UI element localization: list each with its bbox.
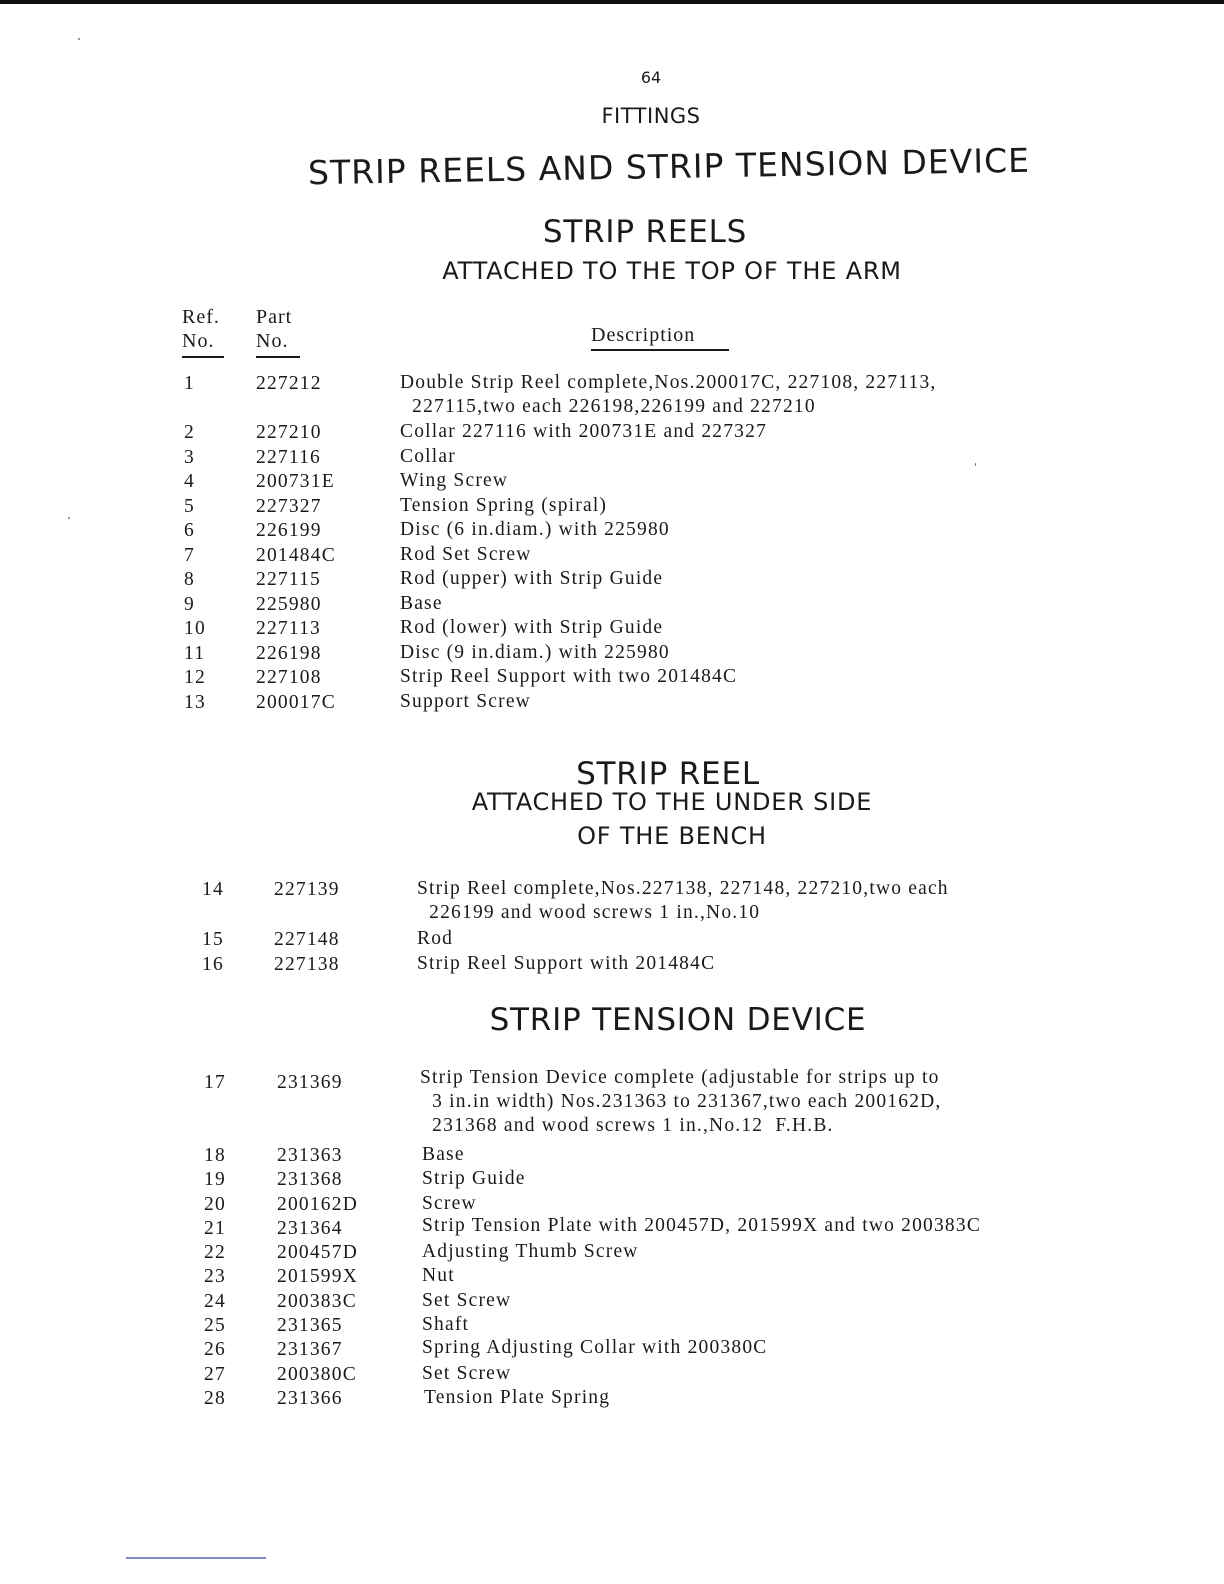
part-header-bottom: No. <box>256 330 289 352</box>
ref-number: 13 <box>184 691 206 713</box>
scan-speck <box>975 463 976 466</box>
part-number: 200017C <box>256 691 336 713</box>
part-description: Base <box>400 592 443 614</box>
part-description: Base <box>422 1144 465 1165</box>
part-description: Strip Tension Device complete (adjustable for strips up to 3 in.in width) Nos.231363 to 231367,two each 200162D, 231368 and wood screws 1 in.,No.12 F.H.B. <box>420 1067 942 1136</box>
ref-number: 23 <box>204 1266 226 1288</box>
part-number: 227116 <box>256 446 321 468</box>
description-header-underline <box>591 349 729 351</box>
ref-number: 10 <box>184 618 206 639</box>
part-header-underline <box>256 356 300 358</box>
part-number: 227108 <box>256 667 322 688</box>
part-description: Adjusting Thumb Screw <box>422 1241 639 1263</box>
part-header-top: Part <box>256 306 293 328</box>
ref-number: 19 <box>204 1169 226 1191</box>
ref-number: 4 <box>184 471 195 492</box>
part-description: Strip Reel complete,Nos.227138, 227148, 227210,two each 226199 and wood screws 1 in.,No.10 <box>417 878 949 923</box>
part-description: Tension Plate Spring <box>424 1386 611 1408</box>
part-description: Rod (upper) with Strip Guide <box>400 568 664 589</box>
strip-reel-subheading-2: OF THE BENCH <box>577 822 767 850</box>
part-description: Collar 227116 with 200731E and 227327 <box>400 421 768 442</box>
part-number: 226199 <box>256 520 322 541</box>
part-description: Rod <box>417 928 454 949</box>
ref-header-top: Ref. <box>182 306 220 328</box>
part-number: 227115 <box>256 569 321 590</box>
strip-reel-heading: STRIP REEL <box>576 756 760 792</box>
part-number: 231365 <box>277 1315 343 1337</box>
part-description: Disc (6 in.diam.) with 225980 <box>400 519 670 540</box>
ref-number: 24 <box>204 1290 226 1312</box>
part-number: 200380C <box>277 1363 357 1385</box>
part-description: Support Screw <box>400 690 531 712</box>
ref-number: 18 <box>204 1145 226 1166</box>
ref-number: 27 <box>204 1363 226 1385</box>
part-number: 200383C <box>277 1290 357 1312</box>
strip-reels-heading: STRIP REELS <box>542 214 748 250</box>
ref-number: 21 <box>204 1217 226 1239</box>
part-number: 201599X <box>277 1266 358 1288</box>
ref-header-bottom: No. <box>182 330 215 352</box>
part-number: 201484C <box>256 544 336 566</box>
ref-number: 2 <box>184 422 195 443</box>
ref-number: 9 <box>184 593 195 615</box>
part-number: 200731E <box>256 471 335 492</box>
part-number: 231364 <box>277 1217 343 1239</box>
part-number: 227139 <box>274 879 340 900</box>
part-description: Tension Spring (spiral) <box>400 494 608 516</box>
part-description: Strip Reel Support with two 201484C <box>400 666 738 687</box>
part-description: Set Screw <box>422 1362 512 1384</box>
ref-number: 12 <box>184 667 206 688</box>
part-description: Double Strip Reel complete,Nos.200017C, 227108, 227113, 227115,two each 226198,226199 and 227210 <box>400 372 937 417</box>
ref-number: 11 <box>184 642 206 664</box>
ref-number: 15 <box>202 929 224 950</box>
part-description: Disc (9 in.diam.) with 225980 <box>400 641 670 663</box>
description-header: Description <box>591 324 696 346</box>
ref-number: 26 <box>204 1339 226 1361</box>
scan-speck <box>68 517 70 519</box>
part-number: 200457D <box>277 1242 358 1264</box>
part-description: Strip Guide <box>422 1168 526 1190</box>
ref-number: 7 <box>184 544 195 566</box>
part-description: Rod (lower) with Strip Guide <box>400 617 664 638</box>
section-label: FITTINGS <box>601 104 701 128</box>
part-description: Strip Reel Support with 201484C <box>417 952 716 974</box>
part-number: 227138 <box>274 953 340 975</box>
ref-number: 25 <box>204 1315 226 1337</box>
part-number: 231366 <box>277 1387 343 1409</box>
ref-header-underline <box>182 356 224 358</box>
ref-number: 8 <box>184 569 195 590</box>
part-number: 231367 <box>277 1339 343 1361</box>
part-number: 227210 <box>256 422 322 443</box>
part-description: Set Screw <box>422 1289 512 1311</box>
part-description: Screw <box>422 1192 477 1214</box>
ref-number: 3 <box>184 446 195 468</box>
strip-tension-device-heading: STRIP TENSION DEVICE <box>489 1002 867 1038</box>
part-number: 225980 <box>256 593 322 615</box>
part-number: 226198 <box>256 642 322 664</box>
part-number: 200162D <box>277 1193 358 1215</box>
part-description: Rod Set Screw <box>400 543 532 565</box>
part-description: Nut <box>422 1265 455 1287</box>
page-number: 64 <box>640 68 662 87</box>
ref-number: 16 <box>202 953 224 975</box>
part-number: 227148 <box>274 929 340 950</box>
part-description: Spring Adjusting Collar with 200380C <box>422 1337 768 1359</box>
part-description: Collar <box>400 445 456 467</box>
ref-number: 17 <box>204 1072 226 1093</box>
part-number: 227212 <box>256 373 322 394</box>
part-number: 231368 <box>277 1169 343 1191</box>
part-description: Wing Screw <box>400 470 509 491</box>
footer-rule <box>126 1557 266 1559</box>
top-rule <box>0 0 1224 4</box>
part-number: 227113 <box>256 618 321 639</box>
part-description: Strip Tension Plate with 200457D, 201599X and two 200383C <box>422 1214 982 1236</box>
page-title: STRIP REELS AND STRIP TENSION DEVICE <box>307 140 1031 193</box>
ref-number: 20 <box>204 1193 226 1215</box>
ref-number: 6 <box>184 520 195 541</box>
part-number: 231369 <box>277 1072 343 1093</box>
ref-number: 28 <box>204 1387 226 1409</box>
ref-number: 5 <box>184 495 195 517</box>
strip-reel-subheading-1: ATTACHED TO THE UNDER SIDE <box>471 788 873 816</box>
ref-number: 22 <box>204 1242 226 1264</box>
scan-speck <box>78 38 80 40</box>
part-description: Shaft <box>422 1314 470 1336</box>
ref-number: 1 <box>184 373 195 394</box>
strip-reels-subheading: ATTACHED TO THE TOP OF THE ARM <box>442 257 902 285</box>
part-number: 231363 <box>277 1145 343 1166</box>
ref-number: 14 <box>202 879 224 900</box>
part-number: 227327 <box>256 495 322 517</box>
